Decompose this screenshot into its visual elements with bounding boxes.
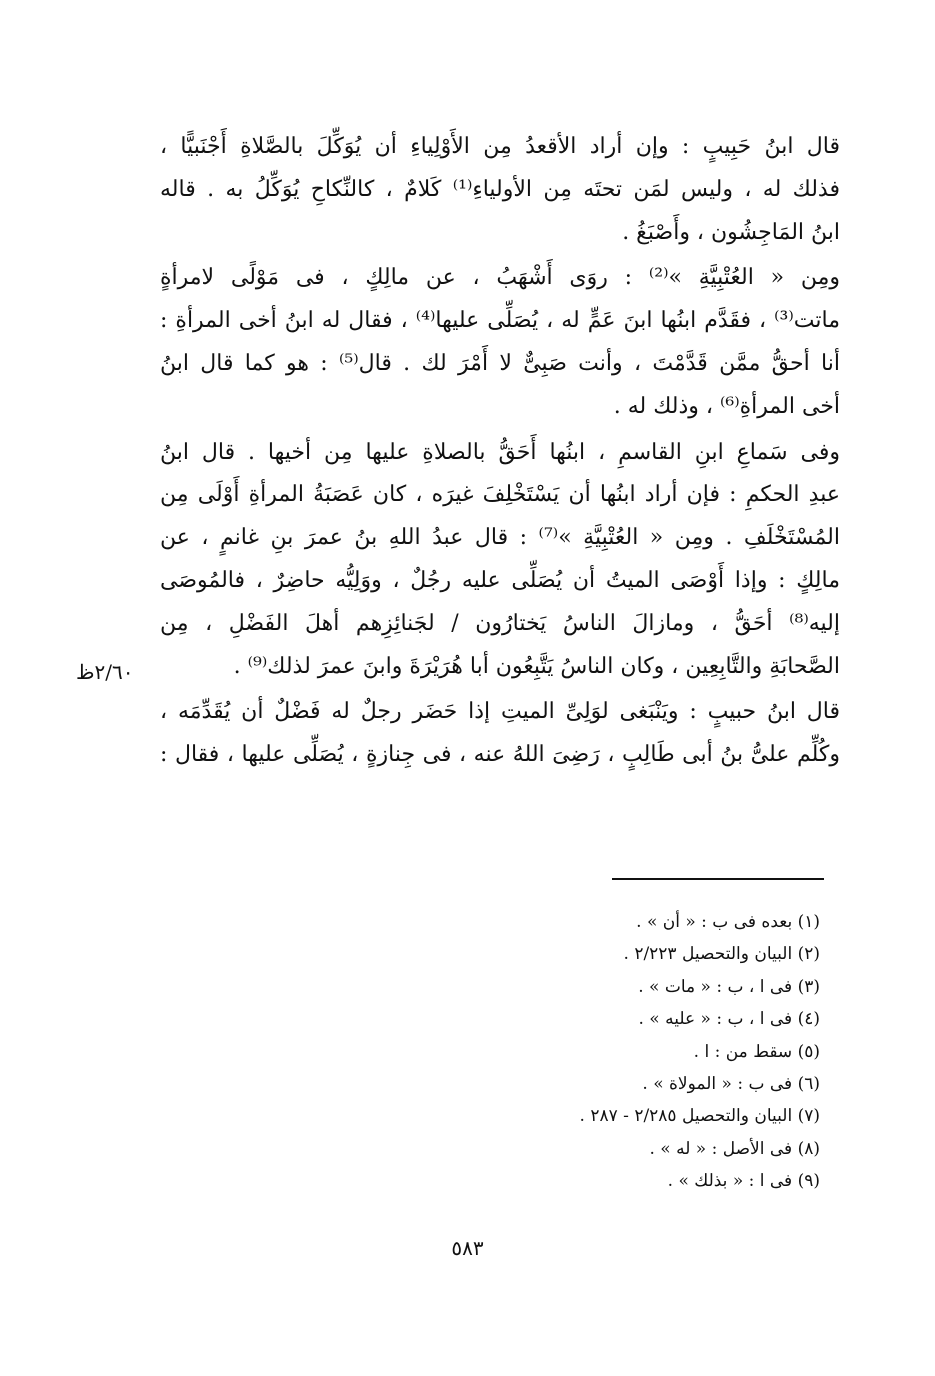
text-line: أنا أحقُّ ممَّن قَدَّمْتَ ، وأنت صَبِىٌّ لا أَمْرَ لك . قال⁽⁵⁾ : هو كما قال ابنُ <box>160 350 840 376</box>
footnotes <box>420 906 820 1198</box>
footnote: (٧) البيان والتحصيل ٢/٢٨٥ - ٢٨٧ . <box>579 1106 820 1127</box>
main-text <box>160 126 840 777</box>
footnote: (٥) سقط من : ا . <box>693 1041 820 1062</box>
text-line: فذلك له ، وليس لمَن تحتَه مِن الأولياءِ⁽¹⁾ كَلامٌ ، كالنِّكاحِ يُوَكِّلُ به . قاله <box>160 176 840 202</box>
text-line: أخى المرأةِ⁽⁶⁾ ، وذلك له . <box>613 393 840 419</box>
margin-folio-note: ٢/٦٠ظ <box>76 660 134 684</box>
paragraph <box>160 126 840 254</box>
paragraph <box>160 432 840 689</box>
text-line: المُسْتَخْلَفِ . ومِن « العُتْبِيَّةِ »⁽⁷⁾ : قال عبدُ اللهِ بنُ عمرَ بنِ غانمٍ ، عن <box>160 525 840 551</box>
footnote: (١) بعده فى ب : « أن » . <box>636 912 820 932</box>
text-line: إليه⁽⁸⁾ أحَقُّ ، ومازالَ الناسُ يَختارُون / لجَنائِزِهم أهلَ الفَضْلِ ، مِن <box>160 610 840 636</box>
text-line: وكُلِّم علىُّ بنُ أبى طَالِبٍ ، رَضِىَ اللهُ عنه ، فى جِنازةٍ ، يُصَلِّى عليها ، فقال : <box>160 742 840 768</box>
footnote-separator <box>612 878 824 880</box>
paragraph <box>160 691 840 777</box>
footnote: (٩) فى ا : « بذلك » . <box>667 1171 820 1192</box>
paragraph <box>160 257 840 428</box>
text-line: قال ابنُ حَبِيبٍ : وإن أراد الأقعدُ مِن الأَوْلِياءِ أن يُوَكِّلَ بالصَّلاةِ أَجْنَبيًّا ، <box>160 134 840 159</box>
footnote: (٦) فى ب : « المولاة » . <box>642 1073 820 1094</box>
footnote: (٨) فى الأصل : « له » . <box>649 1138 820 1159</box>
text-line: الصَّحابَةِ والتَّابِعِين ، وكان الناسُ يَتَّبِعُون أبا هُرَيْرَةَ وابنَ عمرَ لذلك⁽⁹⁾ . <box>233 653 840 679</box>
text-line: ابنُ المَاجِشُون ، وأَصْبَغُ . <box>622 219 840 245</box>
text-line: ومِن « العُتْبِيَّةِ »⁽²⁾ : روَى أَشْهَبُ ، عن مالِكٍ ، فى مَوْلًى لامرأةٍ <box>160 265 840 291</box>
text-line: وفى سَماعِ ابنِ القاسمِ ، ابنُها أَحَقُّ بالصلاةِ عليها مِن أخيها . قال ابنُ <box>160 439 840 465</box>
text-line: قال ابنُ حبيبٍ : ويَنْبَغى لوَلِىِّ الميتِ إذا حَضَر رجلٌ له فَضْلٌ أن يُقَدِّمَه ، <box>160 699 840 725</box>
text-line: ماتت⁽³⁾ ، فقَدَّم ابنُها ابنَ عَمٍّ له ، يُصَلِّى عليها⁽⁴⁾ ، فقال له ابنُ أخى المرأةِ : <box>160 308 840 334</box>
footnote: (٤) فى ا ، ب : « عليه » . <box>638 1009 820 1030</box>
text-line: عبدِ الحكمِ : فإن أراد ابنُها أن يَسْتَخْلِفَ غيرَه ، كان عَصَبَةُ المرأةِ أَوْلَى مِن <box>160 482 840 508</box>
footnote: (٢) البيان والتحصيل ٢/٢٢٣ . <box>623 944 820 965</box>
page-number: ٥٨٣ <box>451 1236 484 1260</box>
footnote: (٣) فى ا ، ب : « مات » . <box>638 976 820 997</box>
text-line: مالِكٍ : وإذا أَوْصَى الميتُ أن يُصَلِّى عليه رجُلٌ ، ووَلِيُّه حاضِرٌ ، فالمُوصَى <box>160 567 840 593</box>
